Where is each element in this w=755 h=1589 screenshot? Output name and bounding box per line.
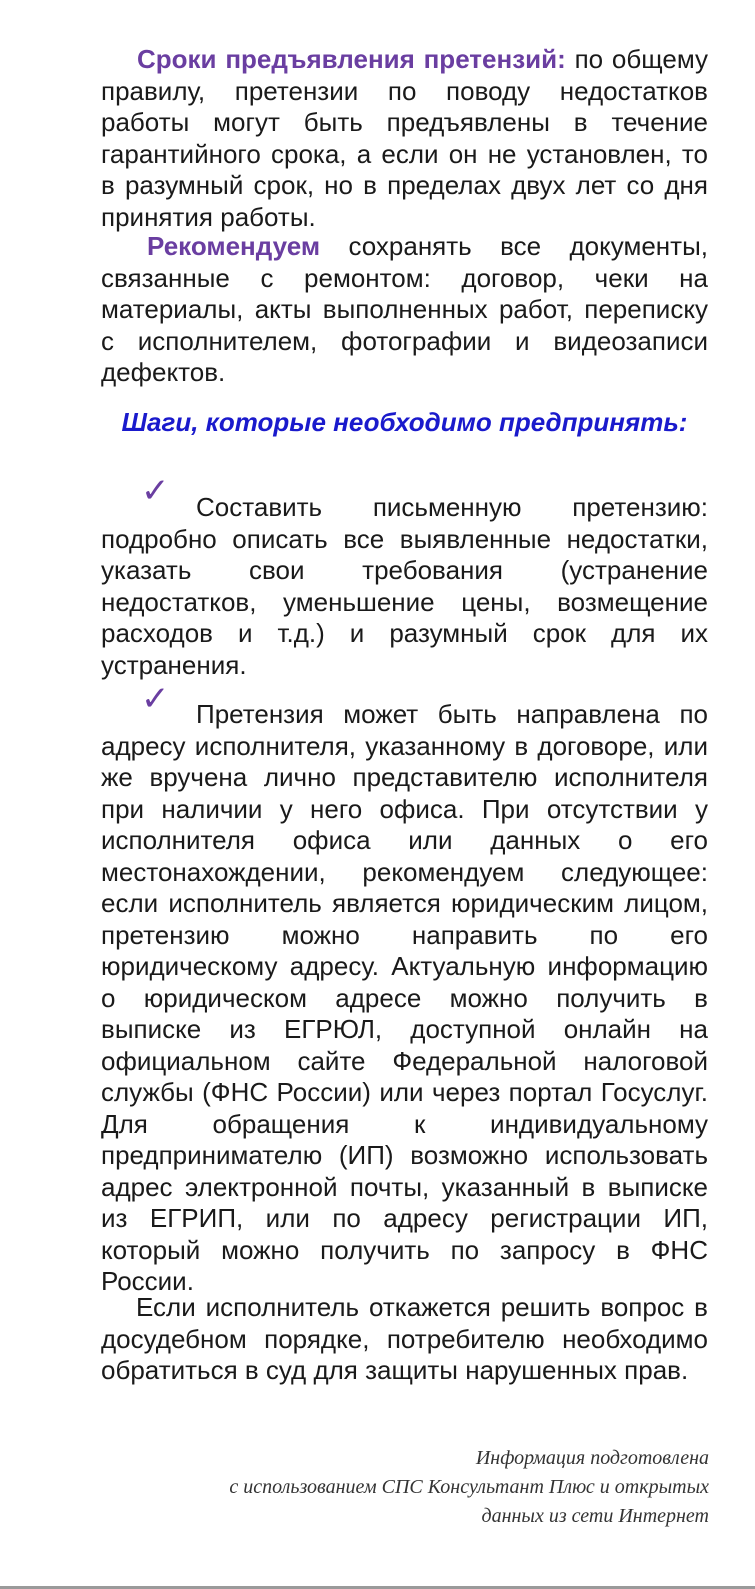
step-item: Претензия может быть направлена по адресу исполнителя, указанному в договоре, или же вручена лично представителю исполнителя при наличии у него офиса. При отсутствии у исполнителя офиса или данных о его местонахождении, рекомендуем следующее: если исполнитель является юридическим лицом, претензию можно направить по его юридическому адресу. Актуальную информацию о юридическом адресе можно получить в выписке из ЕГРЮЛ, доступной онлайн на официальном сайте Федеральной налоговой службы (ФНС России) или через портал Госуслуг. Для обращения к индивидуальному предпринимателю (ИП) возможно использовать адрес электронной почты, указанный в выписке из ЕГРИП, или по адресу регистрации ИП, который можно получить по запросу в ФНС России. — [101, 699, 708, 1296]
source-note — [109, 1444, 709, 1531]
source-note-line: с использованием СПС Консультант Плюс и открытых — [229, 1476, 709, 1498]
closing-paragraph: Если исполнитель откажется решить вопрос в досудебном порядке, потребителю необходимо обратиться в суд для защиты нарушенных прав. — [101, 1292, 708, 1385]
claims-deadline-paragraph — [101, 44, 708, 233]
recommendation-text: сохранять все документы, связанные с ремонтом: договор, чеки на материалы, акты выполненных работ, переписку с исполнителем, фотографии и видеозаписи дефектов. — [101, 231, 708, 387]
recommendation-paragraph — [101, 231, 708, 389]
source-note-line: данных из сети Интернет — [481, 1505, 709, 1527]
claims-deadline-text: по общему правилу, претензии по поводу недостатков работы могут быть предъявлены в течение гарантийного срока, а если он не установлен, то в разумный срок, но в пределах двух лет со дня принятия работы. — [101, 44, 708, 232]
steps-heading: Шаги, которые необходимо предпринять: — [121, 407, 688, 437]
step-item: Составить письменную претензию: подробно описать все выявленные недостатки, указать свои требования (устранение недостатков, уменьшение цены, возмещение расходов и т.д.) и разумный срок для их устранения. — [101, 492, 708, 680]
checkmark-icon: ✓ — [141, 471, 170, 511]
claims-deadline-lead: Сроки предъявления претензий: — [137, 44, 566, 74]
checkmark-icon: ✓ — [141, 679, 170, 719]
source-note-line: Информация подготовлена — [475, 1447, 709, 1469]
recommendation-lead: Рекомендуем — [147, 231, 321, 261]
